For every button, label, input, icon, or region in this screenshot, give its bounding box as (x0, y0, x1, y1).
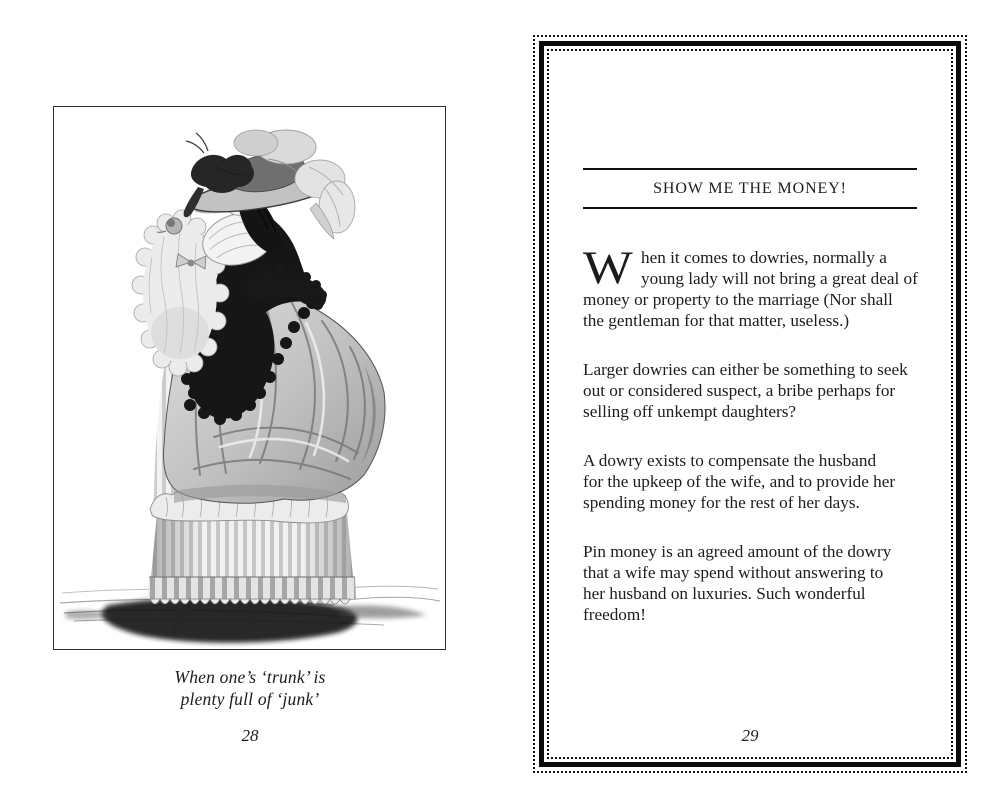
fashion-plate-illustration (54, 107, 445, 649)
caption-line: When one’s ‘trunk’ is (174, 667, 326, 687)
body-text (583, 242, 919, 653)
paragraph (583, 450, 919, 513)
drop-cap: W (583, 242, 633, 294)
ground-shadow (102, 597, 358, 643)
caption-line: plenty full of ‘junk’ (180, 689, 320, 709)
illustration-caption (0, 666, 500, 710)
text-line: young lady will not bring a great deal of (641, 269, 918, 288)
text-line: spending money for the rest of her days. (583, 493, 860, 512)
text-line: her husband on luxuries. Such wonderful (583, 584, 866, 603)
chapter-heading: SHOW ME THE MONEY! (583, 168, 917, 209)
text-line: Pin money is an agreed amount of the dowry (583, 542, 892, 561)
petticoat (148, 513, 356, 604)
paragraph (583, 541, 919, 625)
page-number-left: 28 (241, 726, 259, 745)
paragraph (583, 359, 919, 422)
text-line: freedom! (583, 605, 646, 624)
text-line: A dowry exists to compensate the husband (583, 451, 877, 470)
text-line: selling off unkempt daughters? (583, 402, 797, 421)
text-line: out or considered suspect, a bribe perhaps for (583, 381, 896, 400)
text-line: money or property to the marriage (Nor shall (583, 290, 893, 309)
text-line: for the upkeep of the wife, and to provide her (583, 472, 896, 491)
text-line: the gentleman for that matter, useless.) (583, 311, 850, 330)
page-number-right: 29 (741, 726, 759, 745)
text-line: that a wife may spend without answering to (583, 563, 884, 582)
paragraph (583, 242, 919, 331)
text-line: hen it comes to dowries, normally a (641, 248, 887, 267)
illustration-frame (53, 106, 446, 650)
right-page (533, 35, 967, 773)
text-line: Larger dowries can either be something to seek (583, 360, 908, 379)
